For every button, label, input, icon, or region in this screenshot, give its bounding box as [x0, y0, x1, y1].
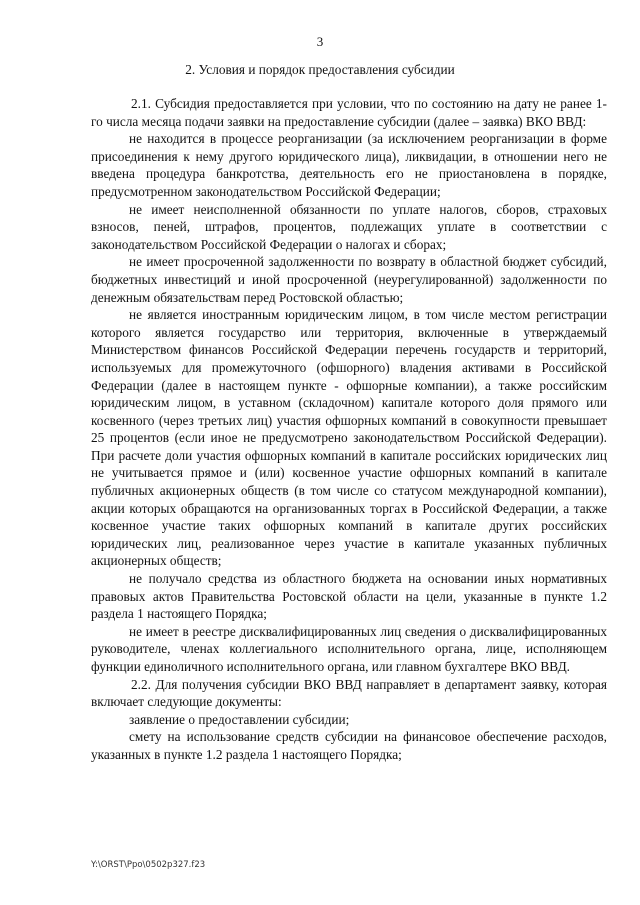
condition-no-disqualified-persons: не имеет в реестре дисквалифицированных лиц сведения о дисквалифицированных руководителе, членах коллегиального исполнительного органа, лице, исполняющем функции единоличного исполнительного органа, или главном бухгалтере ВКО ВВД. — [91, 623, 607, 674]
condition-no-budget-debt: не имеет просроченной задолженности по возврату в областной бюджет субсидий, бюджетных инвестиций и иной просроченной (неурегулированной) задолженности по денежным обязательствам перед Ростовской областью; — [91, 254, 607, 305]
document-application: заявление о предоставлении субсидии; — [129, 711, 350, 727]
document-body — [91, 95, 607, 764]
paragraph-2-2: 2.2. Для получения субсидии ВКО ВВД направляет в департамент заявку, которая включает следующие документы: — [91, 676, 607, 710]
section-heading: 2. Условия и порядок предоставления субсидии — [185, 62, 455, 77]
condition-no-tax-debt: не имеет неисполненной обязанности по уплате налогов, сборов, страховых взносов, пеней, штрафов, процентов, подлежащих уплате в соответствии с законодательством Российской Федерации о налогах и сборах; — [91, 201, 607, 252]
condition-no-reorganization: не находится в процессе реорганизации (за исключением реорганизации в форме присоединения к нему другого юридического лица), ликвидации, в отношении него не введена процедура банкротства, деятельность его не приостановлена в порядке, предусмотренном законодательством Российской Федерации; — [91, 131, 607, 199]
page-number: 3 — [316, 34, 324, 49]
condition-no-other-funding: не получало средства из областного бюджета на основании иных нормативных правовых актов Правительства Ростовской области на цели, указанные в пункте 1.2 раздела 1 настоящего Порядка; — [91, 571, 607, 622]
condition-not-foreign-entity: не является иностранным юридическим лицом, в том числе местом регистрации которого является государство или территория, включенные в утверждаемый Министерством финансов Российской Федерации перечень государств и территорий, используемых для промежуточного (офшорного) владения активами в Российской Федерации (далее в настоящем пункте - офшорные компании), а также российским юридическим лицом, в уставном (складочном) капитале которого доля прямого или косвенного (через третьих лиц) участия офшорных компаний в совокупности превышает 25 процентов (если иное не предусмотрено законодательством Российской Федерации). При расчете доли участия офшорных компаний в капитале российских юридических лиц не учитывается прямое и (или) косвенное участие офшорных компаний в капитале публичных акционерных обществ (в том числе со статусом международной компании), акции которых обращаются на организованных торгах в Российской Федерации, а также косвенное участие таких офшорных компаний в капитале других российских юридических лиц, реализованное через участие в капитале указанных публичных акционерных обществ; — [91, 307, 607, 569]
paragraph-2-1: 2.1. Субсидия предоставляется при условии, что по состоянию на дату не ранее 1-го числа месяца подачи заявки на предоставление субсидии (далее – заявка) ВКО ВВД: — [91, 96, 607, 129]
footer-file-code: Y:\ORST\Ppo\0502p327.f23 — [91, 860, 206, 870]
document-estimate: смету на использование средств субсидии на финансовое обеспечение расходов, указанных в пункте 1.2 раздела 1 настоящего Порядка; — [91, 729, 607, 762]
